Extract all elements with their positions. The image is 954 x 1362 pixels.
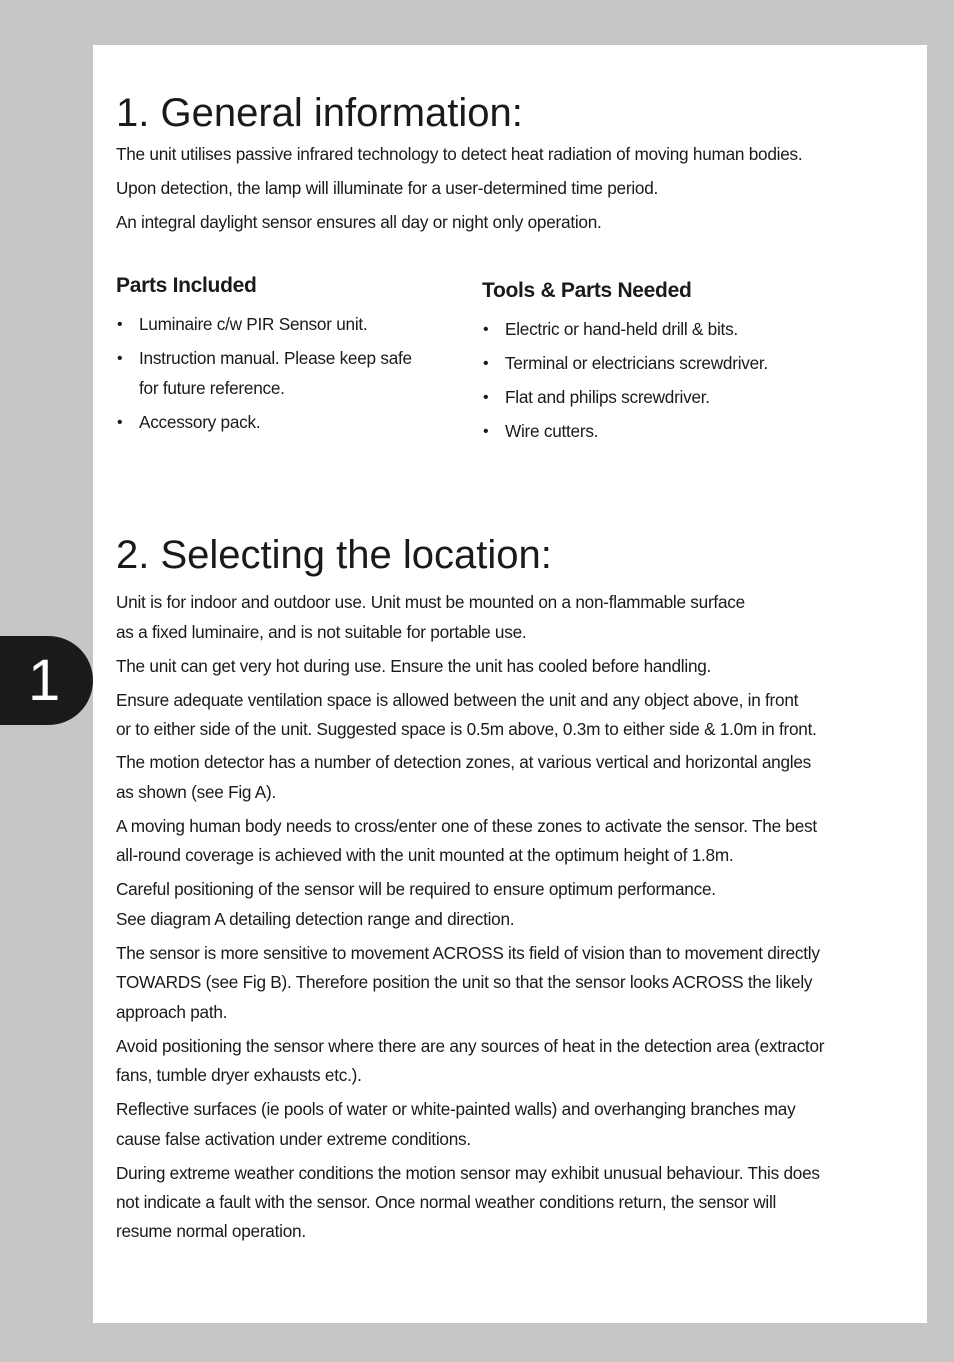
list-item: • Wire cutters.: [482, 417, 768, 447]
list-item-continuation: for future reference.: [139, 377, 285, 398]
section-2-line: Ensure adequate ventilation space is allowed between the unit and any object above, in front: [116, 690, 799, 710]
section-2-line: approach path.: [116, 1002, 228, 1022]
section-2-line: TOWARDS (see Fig B). Therefore position the unit so that the sensor looks ACROSS the likely: [116, 972, 813, 992]
bullet-icon: •: [483, 321, 489, 338]
list-item: • Instruction manual. Please keep safe: [116, 344, 412, 374]
section-2-line: See diagram A detailing detection range and direction.: [116, 909, 515, 929]
list-item: • Luminaire c/w PIR Sensor unit.: [116, 310, 412, 340]
section-2-line: cause false activation under extreme conditions.: [116, 1129, 471, 1149]
section-2-line: or to either side of the unit. Suggested space is 0.5m above, 0.3m to either side & 1.0m in front.: [116, 719, 817, 739]
list-item: • Accessory pack.: [116, 408, 412, 438]
list-item: • Electric or hand-held drill & bits.: [482, 315, 768, 345]
section-2-line: The unit can get very hot during use. Ensure the unit has cooled before handling.: [116, 656, 712, 676]
section-2-line: During extreme weather conditions the motion sensor may exhibit unusual behaviour. This does: [116, 1163, 820, 1183]
bullet-icon: •: [117, 414, 123, 431]
bullet-icon: •: [117, 350, 123, 367]
section-2-line: all-round coverage is achieved with the unit mounted at the optimum height of 1.8m.: [116, 845, 734, 865]
bullet-icon: •: [483, 355, 489, 372]
section-2-line: The motion detector has a number of detection zones, at various vertical and horizontal angles: [116, 752, 811, 772]
section-1-paragraph: Upon detection, the lamp will illuminate for a user-determined time period.: [116, 178, 659, 198]
section-1-paragraph: The unit utilises passive infrared technology to detect heat radiation of moving human bodies.: [116, 144, 803, 164]
bullet-icon: •: [483, 423, 489, 440]
section-1-paragraph: An integral daylight sensor ensures all day or night only operation.: [116, 212, 602, 232]
tools-needed-list: [482, 315, 768, 451]
section-2-line: as shown (see Fig A).: [116, 782, 277, 802]
section-2-line: A moving human body needs to cross/enter one of these zones to activate the sensor. The best: [116, 816, 817, 836]
section-2-line: Avoid positioning the sensor where there are any sources of heat in the detection area (extractor: [116, 1036, 825, 1056]
section-2-line: as a fixed luminaire, and is not suitable for portable use.: [116, 622, 527, 642]
bullet-icon: •: [117, 316, 123, 333]
section-2-line: resume normal operation.: [116, 1221, 306, 1241]
bullet-icon: •: [483, 389, 489, 406]
section-2-line: Unit is for indoor and outdoor use. Unit must be mounted on a non-flammable surface: [116, 592, 745, 612]
section-2-line: Reflective surfaces (ie pools of water or white-painted walls) and overhanging branches may: [116, 1099, 796, 1119]
parts-included-heading: Parts Included: [116, 274, 257, 297]
section-2-line: not indicate a fault with the sensor. Once normal weather conditions return, the sensor will: [116, 1192, 777, 1212]
section-2-line: fans, tumble dryer exhausts etc.).: [116, 1065, 362, 1085]
section-2-line: The sensor is more sensitive to movement ACROSS its field of vision than to movement directly: [116, 943, 820, 963]
tools-needed-heading: Tools & Parts Needed: [482, 279, 692, 302]
chapter-tab: 1: [0, 636, 93, 725]
section-2-line: Careful positioning of the sensor will be required to ensure optimum performance.: [116, 879, 716, 899]
section-2-title: 2. Selecting the location:: [116, 533, 552, 577]
parts-included-list: [116, 310, 412, 442]
list-item: • Terminal or electricians screwdriver.: [482, 349, 768, 379]
manual-page: [93, 45, 927, 1323]
list-item: • Flat and philips screwdriver.: [482, 383, 768, 413]
section-1-title: 1. General information:: [116, 91, 523, 135]
